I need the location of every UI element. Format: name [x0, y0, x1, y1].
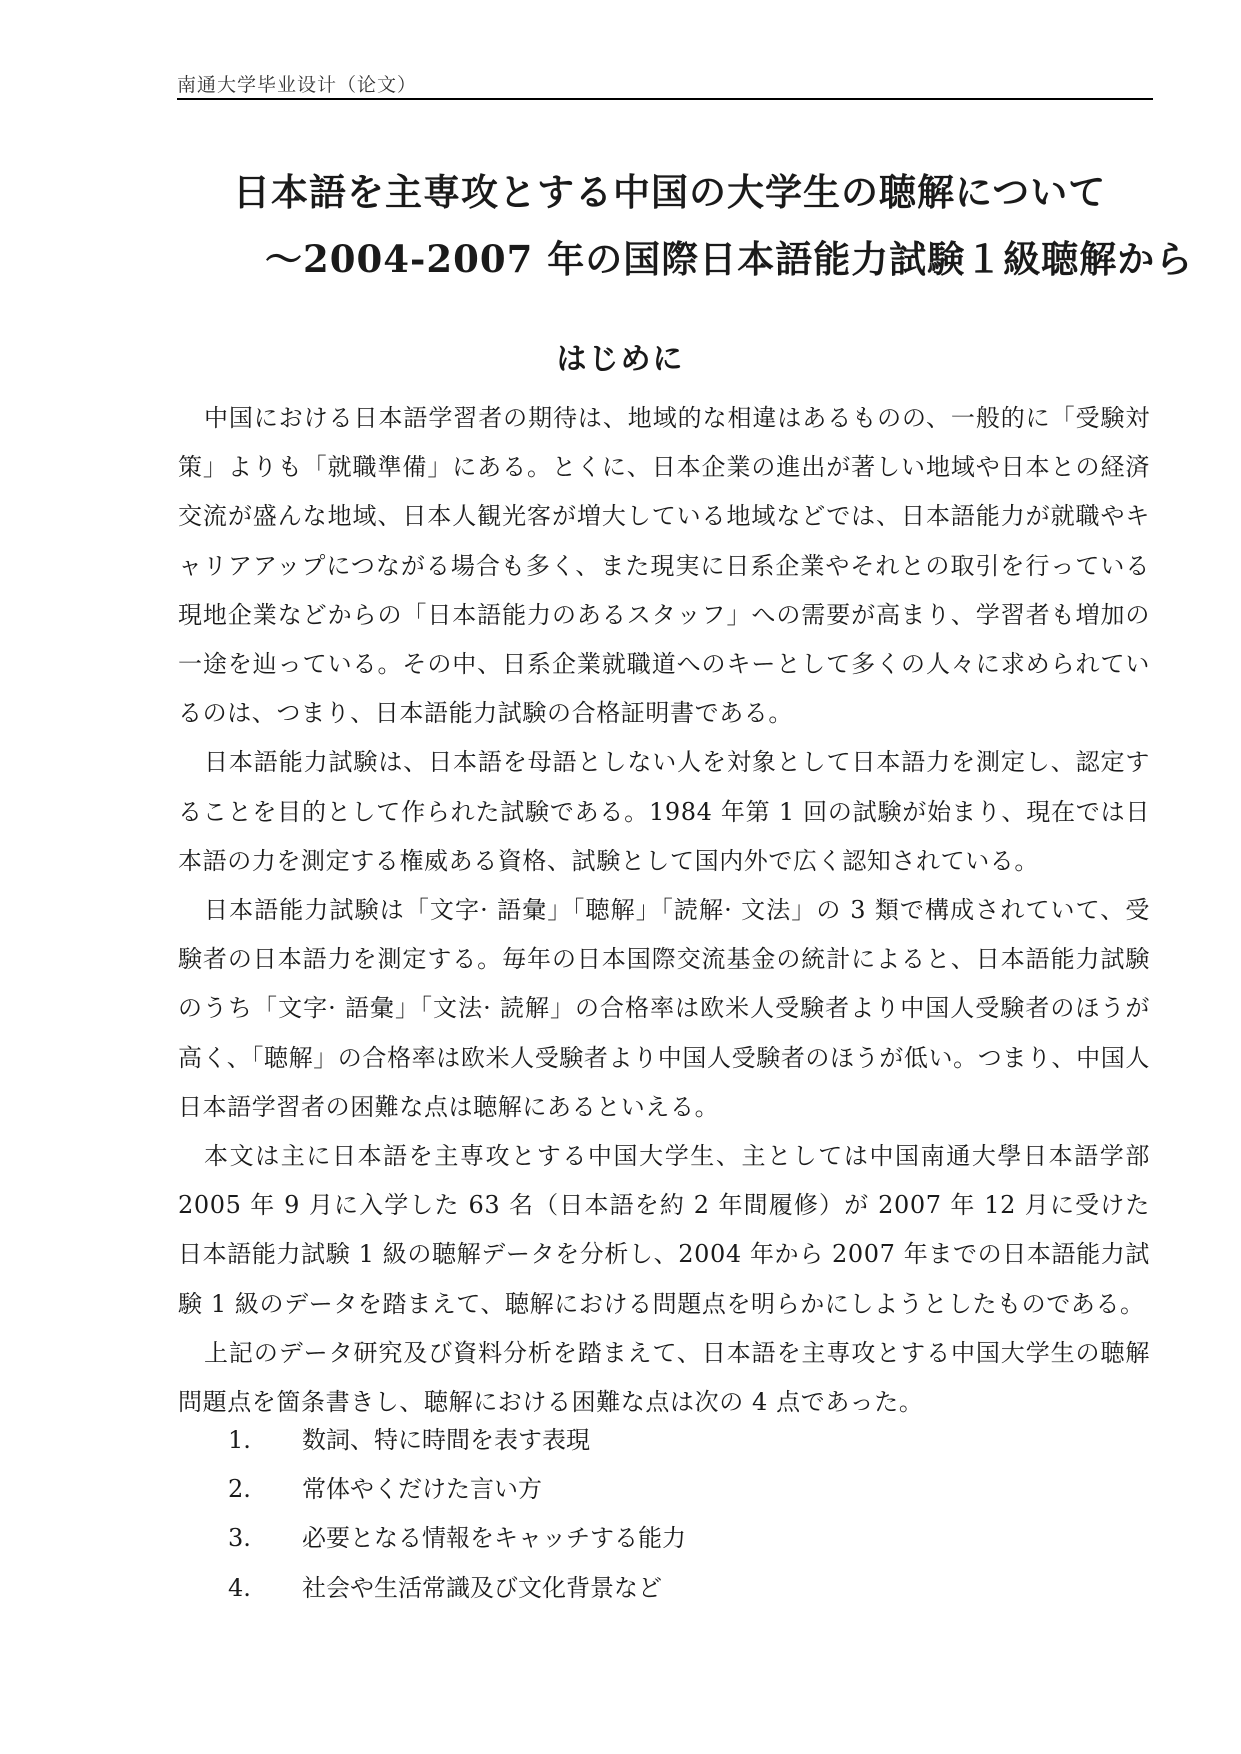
list-item-text: 常体やくだけた言い方: [302, 1475, 542, 1504]
paragraph-3: 日本語能力試験は「文字· 語彙」「聴解」「読解· 文法」の 3 類で構成されていて、受験者の日本語力を測定する。毎年の日本国際交流基金の統計によると、日本語能力試験のうち「文字· 語彙」「文法· 読解」の合格率は欧米人受験者より中国人受験者のほうが高く、「聴解」の合格率は欧米人受験者より中国人受験者のほうが低い。つまり、中国人日本語学習者の困難な点は聴解にあるといえる。: [178, 896, 1150, 1121]
title-line-1: 日本語を主専攻とする中国の大学生の聴解について: [233, 170, 1107, 214]
paragraph-2: 日本語能力試験は、日本語を母語としない人を対象として日本語力を測定し、認定することを目的として作られた試験である。1984 年第 1 回の試験が始まり、現在では日本語の力を測定する権威ある資格、試験として国内外で広く認知されている。: [178, 748, 1150, 875]
title-line-2: ～2004-2007 年の国際日本語能力試験１級聴解から: [265, 237, 1194, 281]
list-item: [228, 1416, 1128, 1465]
header-rule: [177, 98, 1153, 100]
list-item-text: 社会や生活常識及び文化背景など: [302, 1573, 662, 1602]
list-item: [228, 1465, 1128, 1514]
numbered-list: [228, 1416, 1128, 1613]
list-item-text: 必要となる情報をキャッチする能力: [302, 1524, 686, 1553]
list-item-number: 2.: [228, 1475, 251, 1504]
body-text: [178, 394, 1150, 1427]
list-item-text: 数詞、特に時間を表す表現: [302, 1426, 590, 1454]
paragraph-4: 本文は主に日本語を主専攻とする中国大学生、主としては中国南通大學日本語学部 2005 年 9 月に入学した 63 名（日本語を約 2 年間履修）が 2007 年 12 月に受けた日本語能力試験 1 級の聴解データを分析し、2004 年から 2007 年までの日本語能力試験 1 級のデータを踏まえて、聴解における問題点を明らかにしようとしたものである。: [178, 1142, 1150, 1318]
list-item-number: 1.: [228, 1426, 251, 1454]
paragraph-5: 上記のデータ研究及び資料分析を踏まえて、日本語を主専攻とする中国大学生の聴解問題点を箇条書きし、聴解における困難な点は次の 4 点であった。: [178, 1338, 1150, 1417]
list-item-number: 4.: [228, 1573, 251, 1602]
section-heading: はじめに: [556, 342, 685, 377]
list-item: [228, 1514, 1128, 1563]
list-item-number: 3.: [228, 1524, 251, 1553]
paragraph-1: 中国における日本語学習者の期待は、地域的な相違はあるものの、一般的に「受験対策」よりも「就職準備」にある。とくに、日本企業の進出が著しい地域や日本との経済交流が盛んな地域、日本人観光客が増大している地域などでは、日本語能力が就職やキャリアアップにつながる場合も多く、また現実に日系企業やそれとの取引を行っている現地企業などからの「日本語能力のあるスタッフ」への需要が高まり、学習者も増加の一途を辿っている。その中、日系企業就職道へのキーとして多くの人々に求められているのは、つまり、日本語能力試験の合格証明書である。: [178, 404, 1150, 728]
running-header: 南通大学毕业设计（论文）: [177, 74, 418, 96]
list-item: [228, 1564, 1128, 1613]
